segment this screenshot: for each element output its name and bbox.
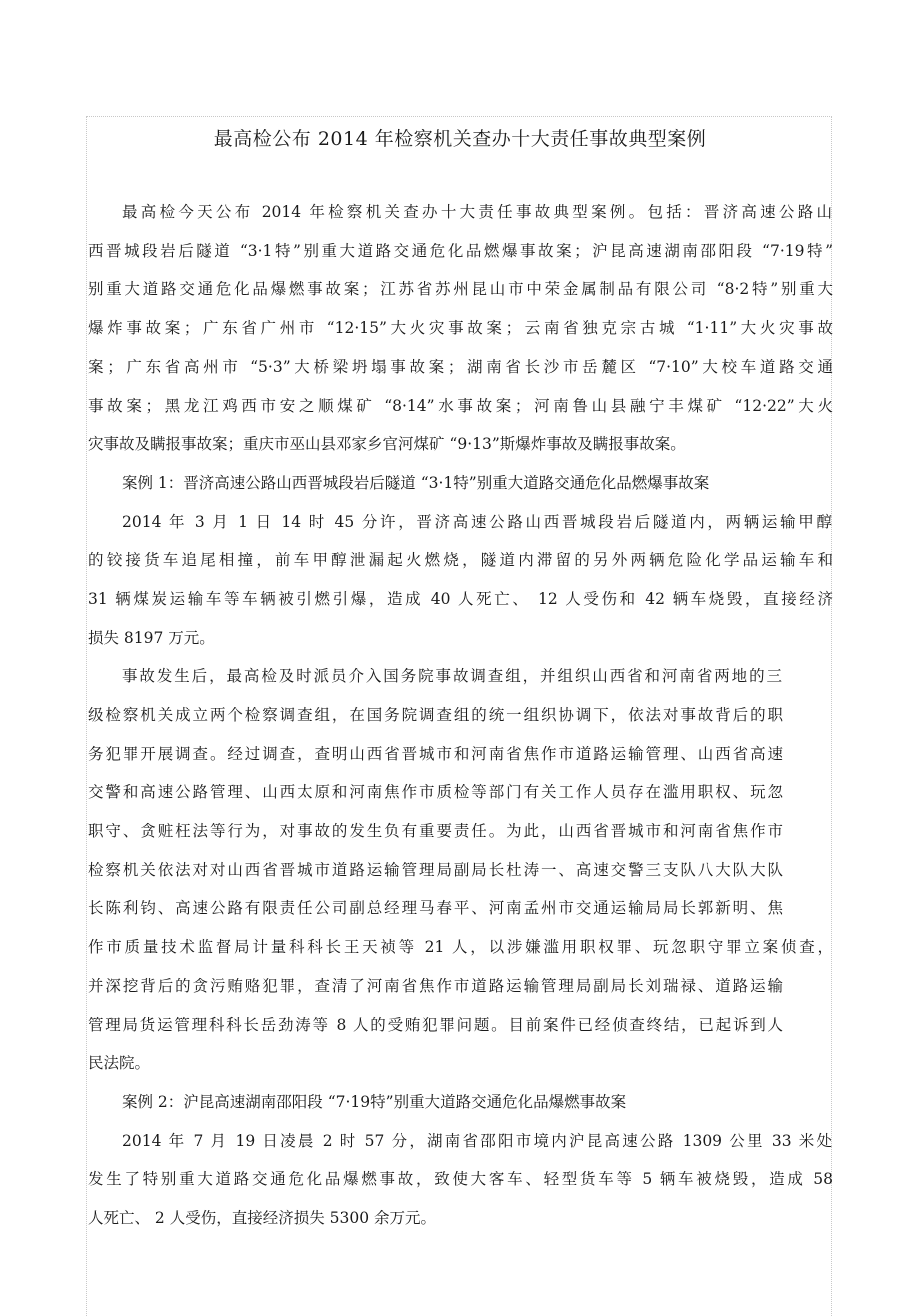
case1-para2-line: 并深挖背后的贪污贿赂犯罪，查清了河南省焦作市道路运输管理局副局长刘瑞禄、道路运输 [88,977,783,995]
intro-line: 别重大道路交通危化品爆燃事故案；江苏省苏州昆山市中荣金属制品有限公司 “8·2特”别重大 [88,280,833,298]
case1-para2-line: 管理局货运管理科科长岳劲涛等 8 人的受贿犯罪问题。目前案件已经侦查终结，已起诉到人 [88,1016,783,1034]
case1-heading: 案例 1：晋济高速公路山西晋城段岩后隧道 “3·1特”别重大道路交通危化品燃爆事故案 [122,474,710,492]
case1-para1-line: 的铰接货车追尾相撞，前车甲醇泄漏起火燃烧，隧道内滞留的另外两辆危险化学品运输车和 [88,551,833,569]
case1-para2-line: 长陈利钧、高速公路有限责任公司副总经理马春平、河南孟州市交通运输局局长郭新明、焦 [88,899,783,917]
case1-para2-line: 检察机关依法对对山西省晋城市道路运输管理局副局长杜涛一、高速交警三支队八大队大队 [88,861,783,879]
page-title: 最高检公布 2014 年检察机关查办十大责任事故典型案例 [213,128,707,150]
case2-para1-line: 2014 年 7 月 19 日凌晨 2 时 57 分，湖南省邵阳市境内沪昆高速公路 1309 公里 33 米处 [122,1132,832,1150]
case1-para2-line: 职守、贪赃枉法等行为，对事故的发生负有重要责任。为此，山西省晋城市和河南省焦作市 [88,822,783,840]
case1-para1-line: 2014 年 3 月 1 日 14 时 45 分许，晋济高速公路山西晋城段岩后隧道内，两辆运输甲醇 [122,513,832,531]
case1-para2-line: 作市质量技术监督局计量科科长王天祯等 21 人，以涉嫌滥用职权罪、玩忽职守罪立案侦查， [88,938,833,956]
case1-para2-line: 务犯罪开展调查。经过调查，查明山西省晋城市和河南省焦作市道路运输管理、山西省高速 [88,745,783,763]
case2-para1-line: 发生了特别重大道路交通危化品爆燃事故，致使大客车、轻型货车等 5 辆车被烧毁，造成 58 [88,1170,833,1188]
intro-line: 事故案；黑龙江鸡西市安之顺煤矿 “8·14”水事故案；河南鲁山县融宁丰煤矿 “12·22”大火 [88,397,833,415]
case2-para1-line: 人死亡、 2 人受伤，直接经济损失 5300 余万元。 [88,1209,437,1227]
case1-para1-line: 损失 8197 万元。 [88,629,215,647]
case1-para2-line: 民法院。 [88,1054,151,1072]
intro-line: 西晋城段岩后隧道 “3·1特”别重大道路交通危化品燃爆事故案；沪昆高速湖南邵阳段 “7·19特” [88,242,833,260]
case1-para2-line: 级检察机关成立两个检察调查组，在国务院调查组的统一组织协调下，依法对事故背后的职 [88,706,783,724]
case1-para2-line: 事故发生后，最高检及时派员介入国务院事故调查组，并组织山西省和河南省两地的三 [122,667,782,685]
intro-line: 爆炸事故案；广东省广州市 “12·15”大火灾事故案；云南省独克宗古城 “1·11”大火灾事故 [88,319,833,337]
intro-line: 灾事故及瞒报事故案；重庆市巫山县邓家乡官河煤矿 “9·13”斯爆炸事故及瞒报事故案。 [88,435,686,453]
case2-heading: 案例 2：沪昆高速湖南邵阳段 “7·19特”别重大道路交通危化品爆燃事故案 [122,1093,627,1111]
case1-para1-line: 31 辆煤炭运输车等车辆被引燃引爆，造成 40 人死亡、 12 人受伤和 42 辆车烧毁，直接经济 [88,590,833,608]
intro-line: 最高检今天公布 2014 年检察机关查办十大责任事故典型案例。包括：晋济高速公路山 [122,203,832,221]
case1-para2-line: 交警和高速公路管理、山西太原和河南焦作市质检等部门有关工作人员存在滥用职权、玩忽 [88,783,783,801]
intro-line: 案；广东省高州市 “5·3”大桥梁坍塌事故案；湖南省长沙市岳麓区 “7·10”大校车道路交通 [88,358,833,376]
